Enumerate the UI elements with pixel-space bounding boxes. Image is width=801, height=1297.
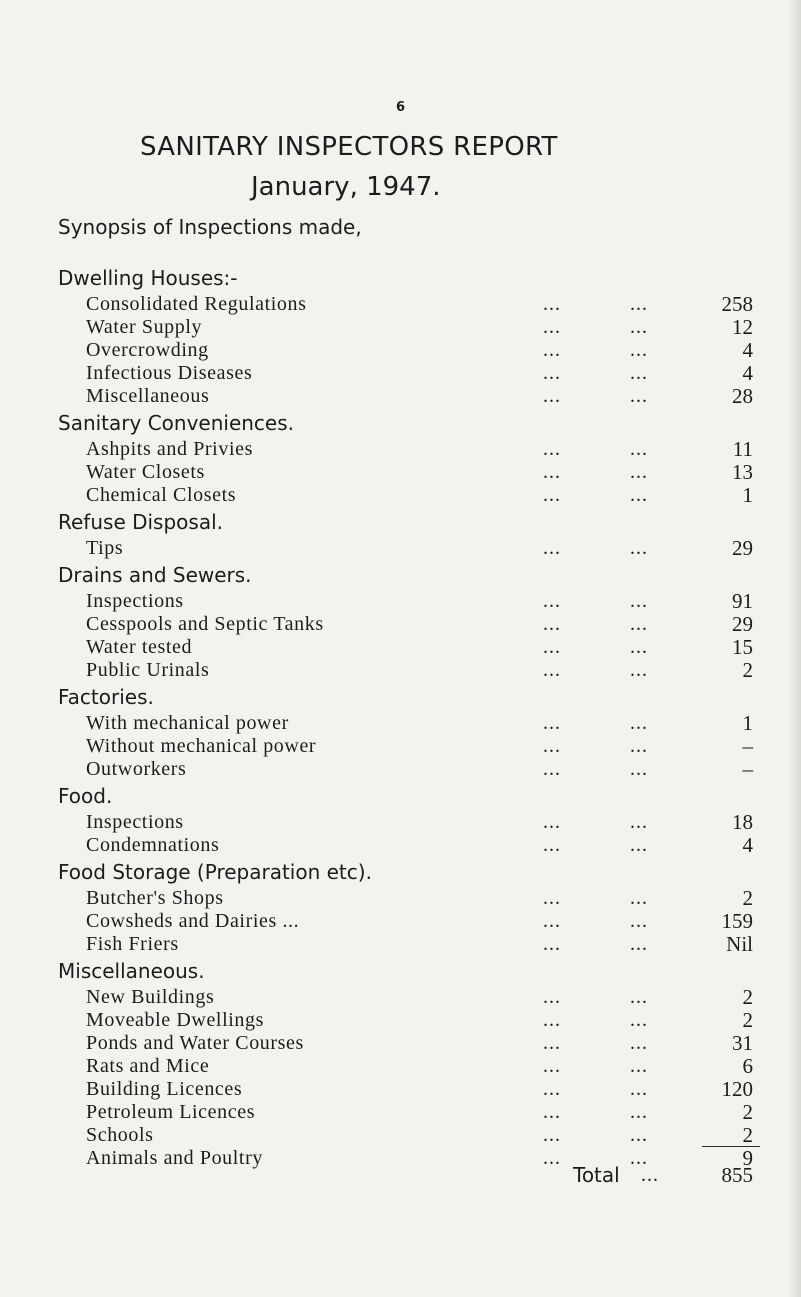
item-count: 4 <box>742 338 753 362</box>
list-item <box>0 1055 801 1078</box>
leader-dots: ... <box>543 316 561 338</box>
leader-dots: ... <box>543 910 561 932</box>
leader-dots: ... <box>630 484 648 506</box>
leader-dots: ... <box>543 986 561 1008</box>
leader-dots: ... <box>630 293 648 315</box>
item-count: 11 <box>732 437 753 461</box>
item-label: Water Closets <box>86 461 205 483</box>
leader-dots: ... <box>630 986 648 1008</box>
section-heading: Refuse Disposal. <box>58 510 223 534</box>
item-count: 2 <box>742 886 753 910</box>
leader-dots: ... <box>630 636 648 658</box>
leader-dots: ... <box>543 1147 561 1169</box>
item-count: 31 <box>732 1031 753 1055</box>
leader-dots: ... <box>630 385 648 407</box>
total-value: 855 <box>721 1163 753 1187</box>
leader-dots: ... <box>543 1032 561 1054</box>
leader-dots: ... <box>543 1101 561 1123</box>
item-count: 2 <box>742 658 753 682</box>
list-item <box>0 659 801 682</box>
item-label: Outworkers <box>86 758 187 780</box>
list-item <box>0 811 801 834</box>
leader-dots: ... <box>543 484 561 506</box>
item-count: 258 <box>721 292 753 316</box>
list-item <box>0 834 801 857</box>
item-label: Butcher's Shops <box>86 887 224 909</box>
list-item <box>0 461 801 484</box>
item-count: – <box>742 734 753 758</box>
leader-dots: ... <box>543 811 561 833</box>
item-label: Ponds and Water Courses <box>86 1032 304 1054</box>
section-heading: Miscellaneous. <box>58 959 205 983</box>
leader-dots: ... <box>543 385 561 407</box>
item-label: Inspections <box>86 590 184 612</box>
item-count: 159 <box>721 909 753 933</box>
item-label: Moveable Dwellings <box>86 1009 264 1031</box>
leader-dots: ... <box>630 590 648 612</box>
list-item <box>0 438 801 461</box>
item-count: 120 <box>721 1077 753 1101</box>
item-label: Fish Friers <box>86 933 179 955</box>
leader-dots: ... <box>630 461 648 483</box>
leader-dots: ... <box>630 1032 648 1054</box>
leader-dots: ... <box>543 293 561 315</box>
leader-dots: ... <box>543 659 561 681</box>
leader-dots: ... <box>543 438 561 460</box>
list-item <box>0 484 801 507</box>
leader-dots: ... <box>630 834 648 856</box>
leader-dots: ... <box>630 1147 648 1169</box>
leader-dots: ... <box>543 362 561 384</box>
section-heading: Drains and Sewers. <box>58 563 252 587</box>
list-item <box>0 636 801 659</box>
section-heading: Food Storage (Preparation etc). <box>58 860 372 884</box>
item-count: 15 <box>732 635 753 659</box>
list-item <box>0 933 801 956</box>
list-item <box>0 537 801 560</box>
inspection-list <box>0 263 801 1170</box>
leader-dots: ... <box>630 887 648 909</box>
leader-dots: ... <box>543 1078 561 1100</box>
leader-dots: ... <box>543 1055 561 1077</box>
item-count: 2 <box>742 1008 753 1032</box>
list-item <box>0 590 801 613</box>
leader-dots: ... <box>543 758 561 780</box>
leader-dots: ... <box>543 712 561 734</box>
item-count: 28 <box>732 384 753 408</box>
leader-dots: ... <box>630 758 648 780</box>
list-item <box>0 910 801 933</box>
total-rule <box>702 1146 760 1147</box>
item-count: 12 <box>732 315 753 339</box>
item-label: Water Supply <box>86 316 203 338</box>
list-item <box>0 1032 801 1055</box>
list-item <box>0 362 801 385</box>
item-count: 1 <box>742 483 753 507</box>
item-count: 91 <box>732 589 753 613</box>
leader-dots: ... <box>630 910 648 932</box>
item-count: Nil <box>726 932 753 956</box>
section-heading: Food. <box>58 784 113 808</box>
item-count: 29 <box>732 536 753 560</box>
list-item <box>0 385 801 408</box>
leader-dots: ... <box>543 1124 561 1146</box>
leader-dots: ... <box>630 933 648 955</box>
list-item <box>0 1124 801 1147</box>
item-count: – <box>742 757 753 781</box>
synopsis-heading: Synopsis of Inspections made, <box>58 215 362 239</box>
section-heading: Sanitary Conveniences. <box>58 411 295 435</box>
item-label: New Buildings <box>86 986 215 1008</box>
item-count: 4 <box>742 833 753 857</box>
item-label: Water tested <box>86 636 193 658</box>
list-item <box>0 986 801 1009</box>
item-label: Schools <box>86 1124 154 1146</box>
leader-dots: ... <box>543 339 561 361</box>
item-count: 13 <box>732 460 753 484</box>
leader-dots: ... <box>543 933 561 955</box>
leader-dots: ... <box>543 590 561 612</box>
leader-dots: ... <box>630 811 648 833</box>
leader-dots: ... <box>543 537 561 559</box>
item-count: 1 <box>742 711 753 735</box>
leader-dots: ... <box>630 362 648 384</box>
total-row <box>0 1160 801 1190</box>
leader-dots: ... <box>630 1055 648 1077</box>
item-count: 29 <box>732 612 753 636</box>
list-item <box>0 887 801 910</box>
item-label: Cowsheds and Dairies ... <box>86 910 300 932</box>
list-item <box>0 735 801 758</box>
report-date: January, 1947. <box>251 172 441 202</box>
item-label: Condemnations <box>86 834 220 856</box>
item-label: Animals and Poultry <box>86 1147 263 1169</box>
item-label: Public Urinals <box>86 659 210 681</box>
list-item <box>0 339 801 362</box>
leader-dots: ... <box>630 659 648 681</box>
item-label: With mechanical power <box>86 712 289 734</box>
item-count: 2 <box>742 1100 753 1124</box>
item-label: Without mechanical power <box>86 735 317 757</box>
item-label: Infectious Diseases <box>86 362 253 384</box>
leader-dots: ... <box>543 834 561 856</box>
section-heading: Dwelling Houses:- <box>58 266 238 290</box>
list-item <box>0 1101 801 1124</box>
item-label: Chemical Closets <box>86 484 237 506</box>
leader-dots: ... <box>543 461 561 483</box>
list-item <box>0 712 801 735</box>
leader-dots: ... <box>543 887 561 909</box>
item-label: Miscellaneous <box>86 385 210 407</box>
leader-dots: ... <box>630 1101 648 1123</box>
item-count: 18 <box>732 810 753 834</box>
list-item <box>0 758 801 781</box>
leader-dots: ... <box>630 613 648 635</box>
item-count: 2 <box>742 985 753 1009</box>
leader-dots: ... <box>630 438 648 460</box>
leader-dots: ... <box>630 712 648 734</box>
leader-dots: ... <box>630 735 648 757</box>
item-count: 9 <box>742 1146 753 1170</box>
leader-dots: ... <box>630 1078 648 1100</box>
item-label: Tips <box>86 537 124 559</box>
item-label: Petroleum Licences <box>86 1101 256 1123</box>
item-label: Rats and Mice <box>86 1055 210 1077</box>
leader-dots: ... <box>543 1009 561 1031</box>
leader-dots: ... <box>630 339 648 361</box>
leader-dots: ... <box>630 537 648 559</box>
list-item <box>0 1009 801 1032</box>
item-label: Building Licences <box>86 1078 243 1100</box>
total-leader-dots: ... <box>641 1164 659 1186</box>
item-label: Ashpits and Privies <box>86 438 253 460</box>
leader-dots: ... <box>630 316 648 338</box>
total-label: Total <box>573 1163 620 1187</box>
section-heading: Factories. <box>58 685 154 709</box>
item-label: Cesspools and Septic Tanks <box>86 613 324 635</box>
item-count: 2 <box>742 1123 753 1147</box>
leader-dots: ... <box>543 735 561 757</box>
list-item <box>0 316 801 339</box>
item-label: Consolidated Regulations <box>86 293 307 315</box>
list-item <box>0 613 801 636</box>
report-title: SANITARY INSPECTORS REPORT <box>140 132 558 162</box>
item-count: 6 <box>742 1054 753 1078</box>
leader-dots: ... <box>543 613 561 635</box>
list-item <box>0 293 801 316</box>
leader-dots: ... <box>543 636 561 658</box>
item-label: Inspections <box>86 811 184 833</box>
page-number: 6 <box>396 100 406 115</box>
leader-dots: ... <box>630 1009 648 1031</box>
list-item <box>0 1078 801 1101</box>
item-label: Overcrowding <box>86 339 209 361</box>
item-count: 4 <box>742 361 753 385</box>
leader-dots: ... <box>630 1124 648 1146</box>
